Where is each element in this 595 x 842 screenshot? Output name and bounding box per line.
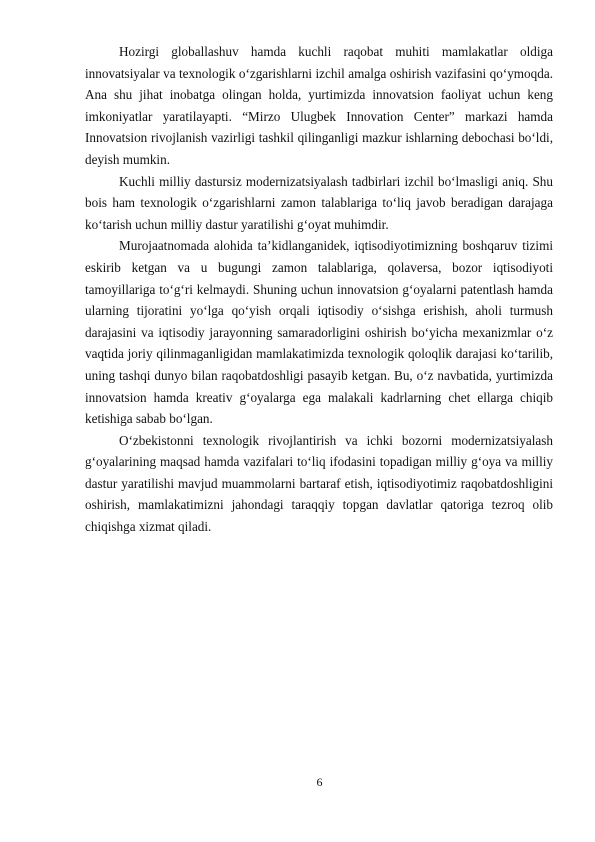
paragraph-1: Hozirgi globallashuv hamda kuchli raqobat muhiti mamlakatlar oldiga innovatsiyalar va texnologik o‘zgarishlarni izchil amalga oshirish vazifasini qo‘ymoqda. Ana shu jihat inobatga olingan holda, yurtimizda innovatsion faoliyat uchun keng imkoniyatlar yaratilayapti. “Mirzo Ulugbek Innovation Center” markazi hamda Innovatsion rivojlanish vazirligi tashkil qilinganligi mazkur ishlarning debochasi bo‘ldi, deyish mumkin. [85, 44, 553, 167]
paragraph-2: Kuchli milliy dastursiz modernizatsiyalash tadbirlari izchil bo‘lmasligi aniq. Shu bois ham texnologik o‘zgarishlarni zamon talablariga to‘liq javob beradigan darajaga ko‘tarish uchun milliy dastur yaratilishi g‘oyat muhimdir. [85, 173, 553, 232]
page-number: 6 [316, 775, 323, 789]
document-body [85, 41, 553, 538]
paragraph-4: O‘zbekistonni texnologik rivojlantirish va ichki bozorni modernizatsiyalash g‘oyalarining maqsad hamda vazifalari to‘liq ifodasini topadigan milliy g‘oya va milliy dastur yaratilishi mavjud muammolarni bartaraf etish, iqtisodiyotimiz raqobatdoshligini oshirish, mamlakatimizni jahondagi taraqqiy topgan davlatlar qatoriga tezroq olib chiqishga xizmat qiladi. [85, 432, 553, 535]
paragraph-3: Murojaatnomada alohida ta’kidlanganidek, iqtisodiyotimizning boshqaruv tizimi eskirib ketgan va u bugungi zamon talablariga, qolaversa, bozor iqtisodiyoti tamoyillariga to‘g‘ri kelmaydi. Shuning uchun innovatsion g‘oyalarni patentlash hamda ularning tijoratini yo‘lga qo‘yish orqali iqtisodiy o‘sishga erishish, aholi turmush darajasini va iqtisodiy jarayonning samaradorligini oshirish bo‘yicha mexanizmlar o‘z vaqtida joriy qilinmaganligidan mamlakatimizda texnologik qoloqlik darajasi ko‘tarilib, uning tashqi dunyo bilan raqobatdoshligi pasayib ketgan. Bu, o‘z navbatida, yurtimizda innovatsion hamda kreativ g‘oyalarga ega malakali kadrlarning chet ellarga chiqib ketishiga sabab bo‘lgan. [85, 238, 553, 427]
